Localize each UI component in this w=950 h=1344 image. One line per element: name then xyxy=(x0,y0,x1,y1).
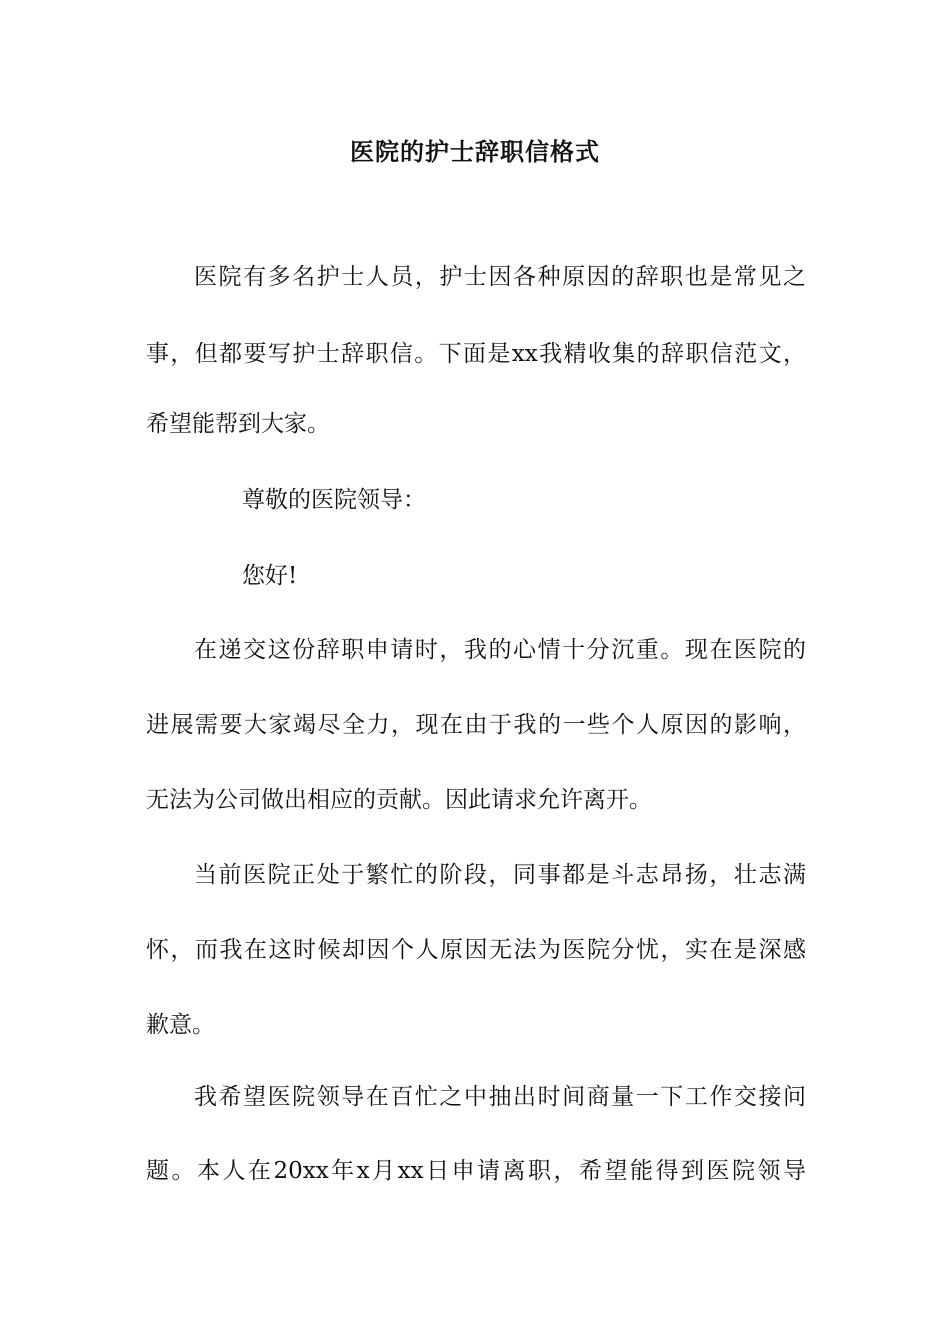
paragraph-line: 事，但都要写护士辞职信。下面是xx我精收集的辞职信范文， xyxy=(146,341,806,367)
paragraph-line: 我希望医院领导在百忙之中抽出时间商量一下工作交接问 xyxy=(194,1084,806,1110)
paragraph-line: 歉意。 xyxy=(146,1012,215,1038)
paragraph-line: 怀，而我在这时候却因个人原因无法为医院分忧，实在是深感 xyxy=(146,937,806,963)
paragraph-line: 无法为公司做出相应的贡献。因此请求允许离开。 xyxy=(146,787,652,813)
paragraph-line: 在递交这份辞职申请时，我的心情十分沉重。现在医院的 xyxy=(194,637,806,663)
paragraph-line: 希望能帮到大家。 xyxy=(146,411,330,437)
paragraph-line: 进展需要大家竭尽全力，现在由于我的一些个人原因的影响， xyxy=(146,712,806,738)
salutation-line: 尊敬的医院领导： xyxy=(242,487,426,513)
greeting-line: 您好! xyxy=(242,563,298,589)
paragraph-line: 当前医院正处于繁忙的阶段，同事都是斗志昂扬，壮志满 xyxy=(194,862,806,888)
document-title: 医院的护士辞职信格式 xyxy=(350,137,600,166)
paragraph-line: 医院有多名护士人员，护士因各种原因的辞职也是常见之 xyxy=(194,264,806,290)
paragraph-line: 题。本人在20xx年x月xx日申请离职，希望能得到医院领导 xyxy=(146,1158,806,1184)
